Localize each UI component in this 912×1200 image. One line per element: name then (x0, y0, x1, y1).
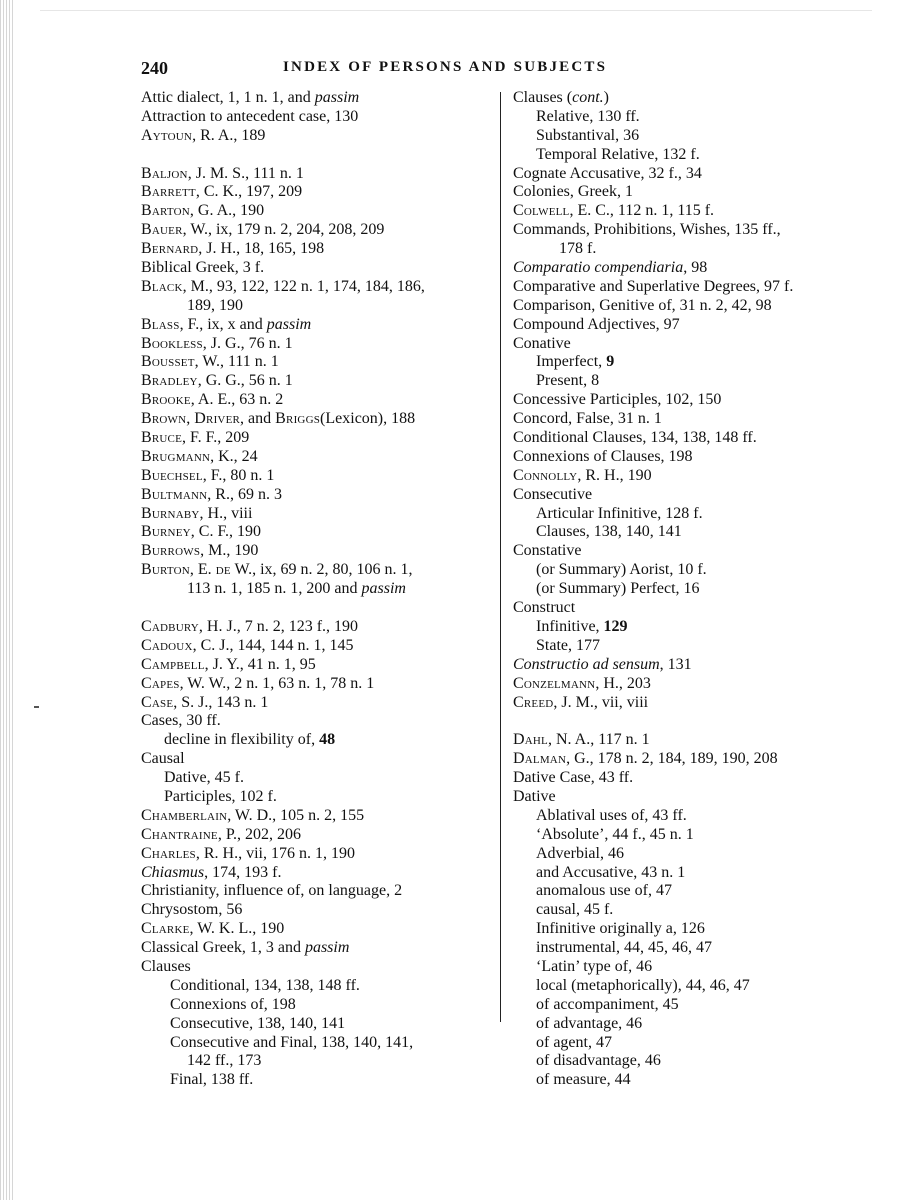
index-entry: Christianity, influence of, on language, 2 (141, 882, 403, 900)
index-subentry: Participles, 102 f. (164, 787, 277, 805)
index-subentry: (or Summary) Aorist, 10 f. (536, 561, 707, 579)
running-title: INDEX OF PERSONS AND SUBJECTS (283, 59, 608, 75)
index-entry: Colonies, Greek, 1 (513, 183, 633, 201)
index-entry: Dahl, N. A., 117 n. 1 (513, 731, 650, 749)
index-entry: Comparatio compendiaria, 98 (513, 259, 708, 277)
index-subentry: anomalous use of, 47 (536, 882, 672, 900)
index-subentry: ‘Latin’ type of, 46 (536, 957, 653, 975)
index-entry-continuation: 189, 190 (187, 296, 243, 314)
index-entry-continuation: 178 f. (559, 240, 597, 258)
index-entry: Conditional Clauses, 134, 138, 148 ff. (513, 429, 757, 447)
index-subentry: instrumental, 44, 45, 46, 47 (536, 939, 712, 957)
index-entry: Conzelmann, H., 203 (513, 674, 651, 692)
index-subentry-continuation: 142 ff., 173 (187, 1052, 262, 1070)
index-subentry: Temporal Relative, 132 f. (536, 145, 700, 163)
index-column-left (141, 89, 491, 1090)
index-entry: Connolly, R. H., 190 (513, 466, 652, 484)
index-subentry: decline in flexibility of, 48 (164, 731, 336, 749)
index-subentry: causal, 45 f. (536, 901, 614, 919)
index-subentry: Conditional, 134, 138, 148 ff. (170, 976, 360, 994)
index-subentry: Clauses, 138, 140, 141 (536, 523, 682, 541)
index-subentry: (or Summary) Perfect, 16 (536, 580, 700, 598)
index-entry: Comparative and Superlative Degrees, 97 f. (513, 277, 794, 295)
section-gap (141, 599, 491, 618)
index-entry: Consecutive (513, 485, 593, 503)
index-entry: Clauses (141, 957, 191, 975)
index-entry: Bernard, J. H., 18, 165, 198 (141, 240, 325, 258)
index-subentry: local (metaphorically), 44, 46, 47 (536, 976, 750, 994)
index-entry: Clauses (cont.) (513, 89, 609, 106)
index-entry: Bookless, J. G., 76 n. 1 (141, 334, 293, 352)
index-entry: Buechsel, F., 80 n. 1 (141, 466, 275, 484)
index-entry: Connexions of Clauses, 198 (513, 447, 693, 465)
section-gap (513, 712, 873, 731)
index-entry: Brooke, A. E., 63 n. 2 (141, 391, 284, 409)
index-entry: Bauer, W., ix, 179 n. 2, 204, 208, 209 (141, 221, 385, 239)
index-subentry: Final, 138 ff. (170, 1071, 254, 1089)
index-entry: Compound Adjectives, 97 (513, 315, 680, 333)
index-subentry: Relative, 130 ff. (536, 107, 640, 125)
index-entry: Dalman, G., 178 n. 2, 184, 189, 190, 208 (513, 750, 778, 768)
index-subentry: of accompaniment, 45 (536, 995, 679, 1013)
index-entry: Dative (513, 787, 556, 805)
scan-gutter-shadow (0, 0, 14, 1200)
index-subentry: and Accusative, 43 n. 1 (536, 863, 686, 881)
index-entry: Attraction to antecedent case, 130 (141, 107, 359, 125)
index-subentry: Ablatival uses of, 43 ff. (536, 806, 687, 824)
index-entry: Brugmann, K., 24 (141, 447, 258, 465)
index-subentry: Infinitive, 129 (536, 617, 628, 635)
index-entry: Charles, R. H., vii, 176 n. 1, 190 (141, 844, 355, 862)
index-subentry: Infinitive originally a, 126 (536, 920, 705, 938)
index-entry: Conative (513, 334, 571, 352)
index-entry: Burrows, M., 190 (141, 542, 259, 560)
index-subentry: Consecutive, 138, 140, 141 (170, 1014, 346, 1032)
index-entry: Cases, 30 ff. (141, 712, 221, 730)
index-subentry: State, 177 (536, 636, 600, 654)
index-entry: Chantraine, P., 202, 206 (141, 825, 301, 843)
index-subentry: Imperfect, 9 (536, 353, 615, 371)
index-subentry: Connexions of, 198 (170, 995, 296, 1013)
index-entry: Blass, F., ix, x and passim (141, 315, 312, 333)
index-entry: Concessive Participles, 102, 150 (513, 391, 722, 409)
index-entry: Chamberlain, W. D., 105 n. 2, 155 (141, 806, 365, 824)
index-entry: Burnaby, H., viii (141, 504, 253, 522)
index-entry: Biblical Greek, 3 f. (141, 259, 265, 277)
index-subentry: Substantival, 36 (536, 126, 640, 144)
index-entry: Constructio ad sensum, 131 (513, 655, 692, 673)
index-entry: Capes, W. W., 2 n. 1, 63 n. 1, 78 n. 1 (141, 674, 375, 692)
page-number: 240 (141, 58, 168, 78)
index-entry: Constative (513, 542, 582, 560)
index-subentry: Adverbial, 46 (536, 844, 624, 862)
index-subentry: Articular Infinitive, 128 f. (536, 504, 703, 522)
index-subentry: of measure, 44 (536, 1071, 631, 1089)
index-entry: Burney, C. F., 190 (141, 523, 262, 541)
index-entry-continuation: 113 n. 1, 185 n. 1, 200 and passim (187, 580, 406, 598)
index-entry: Creed, J. M., vii, viii (513, 693, 649, 711)
page-header (141, 58, 701, 80)
index-entry: Cadbury, H. J., 7 n. 2, 123 f., 190 (141, 617, 359, 635)
index-entry: Bultmann, R., 69 n. 3 (141, 485, 282, 503)
index-subentry: Dative, 45 f. (164, 769, 244, 787)
index-entry: Cognate Accusative, 32 f., 34 (513, 164, 702, 182)
index-entry: Bradley, G. G., 56 n. 1 (141, 372, 293, 390)
index-entry: Bruce, F. F., 209 (141, 429, 250, 447)
index-entry: Clarke, W. K. L., 190 (141, 920, 285, 938)
index-entry: Causal (141, 750, 185, 768)
index-entry: Chrysostom, 56 (141, 901, 243, 919)
index-entry: Cadoux, C. J., 144, 144 n. 1, 145 (141, 636, 354, 654)
index-entry: Aytoun, R. A., 189 (141, 126, 266, 144)
index-entry: Chiasmus, 174, 193 f. (141, 863, 282, 881)
index-entry: Burton, E. de W., ix, 69 n. 2, 80, 106 n. 1, (141, 561, 413, 579)
index-entry: Brown, Driver, and Briggs(Lexicon), 188 (141, 410, 416, 428)
index-entry: Barrett, C. K., 197, 209 (141, 183, 303, 201)
section-gap (141, 146, 491, 165)
index-entry: Case, S. J., 143 n. 1 (141, 693, 269, 711)
index-entry: Baljon, J. M. S., 111 n. 1 (141, 164, 304, 182)
index-entry: Bousset, W., 111 n. 1 (141, 353, 279, 371)
index-subentry: of disadvantage, 46 (536, 1052, 661, 1070)
index-entry: Construct (513, 599, 576, 617)
scan-speck (34, 706, 39, 708)
index-entry: Comparison, Genitive of, 31 n. 2, 42, 98 (513, 296, 772, 314)
index-subentry: ‘Absolute’, 44 f., 45 n. 1 (536, 825, 694, 843)
index-entry: Attic dialect, 1, 1 n. 1, and passim (141, 89, 360, 106)
index-entry: Barton, G. A., 190 (141, 202, 265, 220)
index-entry: Campbell, J. Y., 41 n. 1, 95 (141, 655, 316, 673)
index-subentry: Present, 8 (536, 372, 600, 390)
index-subentry: of advantage, 46 (536, 1014, 643, 1032)
index-entry: Black, M., 93, 122, 122 n. 1, 174, 184, 186, (141, 277, 425, 295)
index-entry: Dative Case, 43 ff. (513, 769, 634, 787)
index-column-right (513, 89, 873, 1090)
index-entry: Colwell, E. C., 112 n. 1, 115 f. (513, 202, 715, 220)
scan-top-edge (40, 10, 872, 11)
index-subentry: of agent, 47 (536, 1033, 612, 1051)
index-subentry: Consecutive and Final, 138, 140, 141, (170, 1033, 414, 1051)
index-entry: Concord, False, 31 n. 1 (513, 410, 662, 428)
index-entry: Classical Greek, 1, 3 and passim (141, 939, 350, 957)
index-entry: Commands, Prohibitions, Wishes, 135 ff., (513, 221, 781, 239)
column-divider (500, 92, 501, 1022)
